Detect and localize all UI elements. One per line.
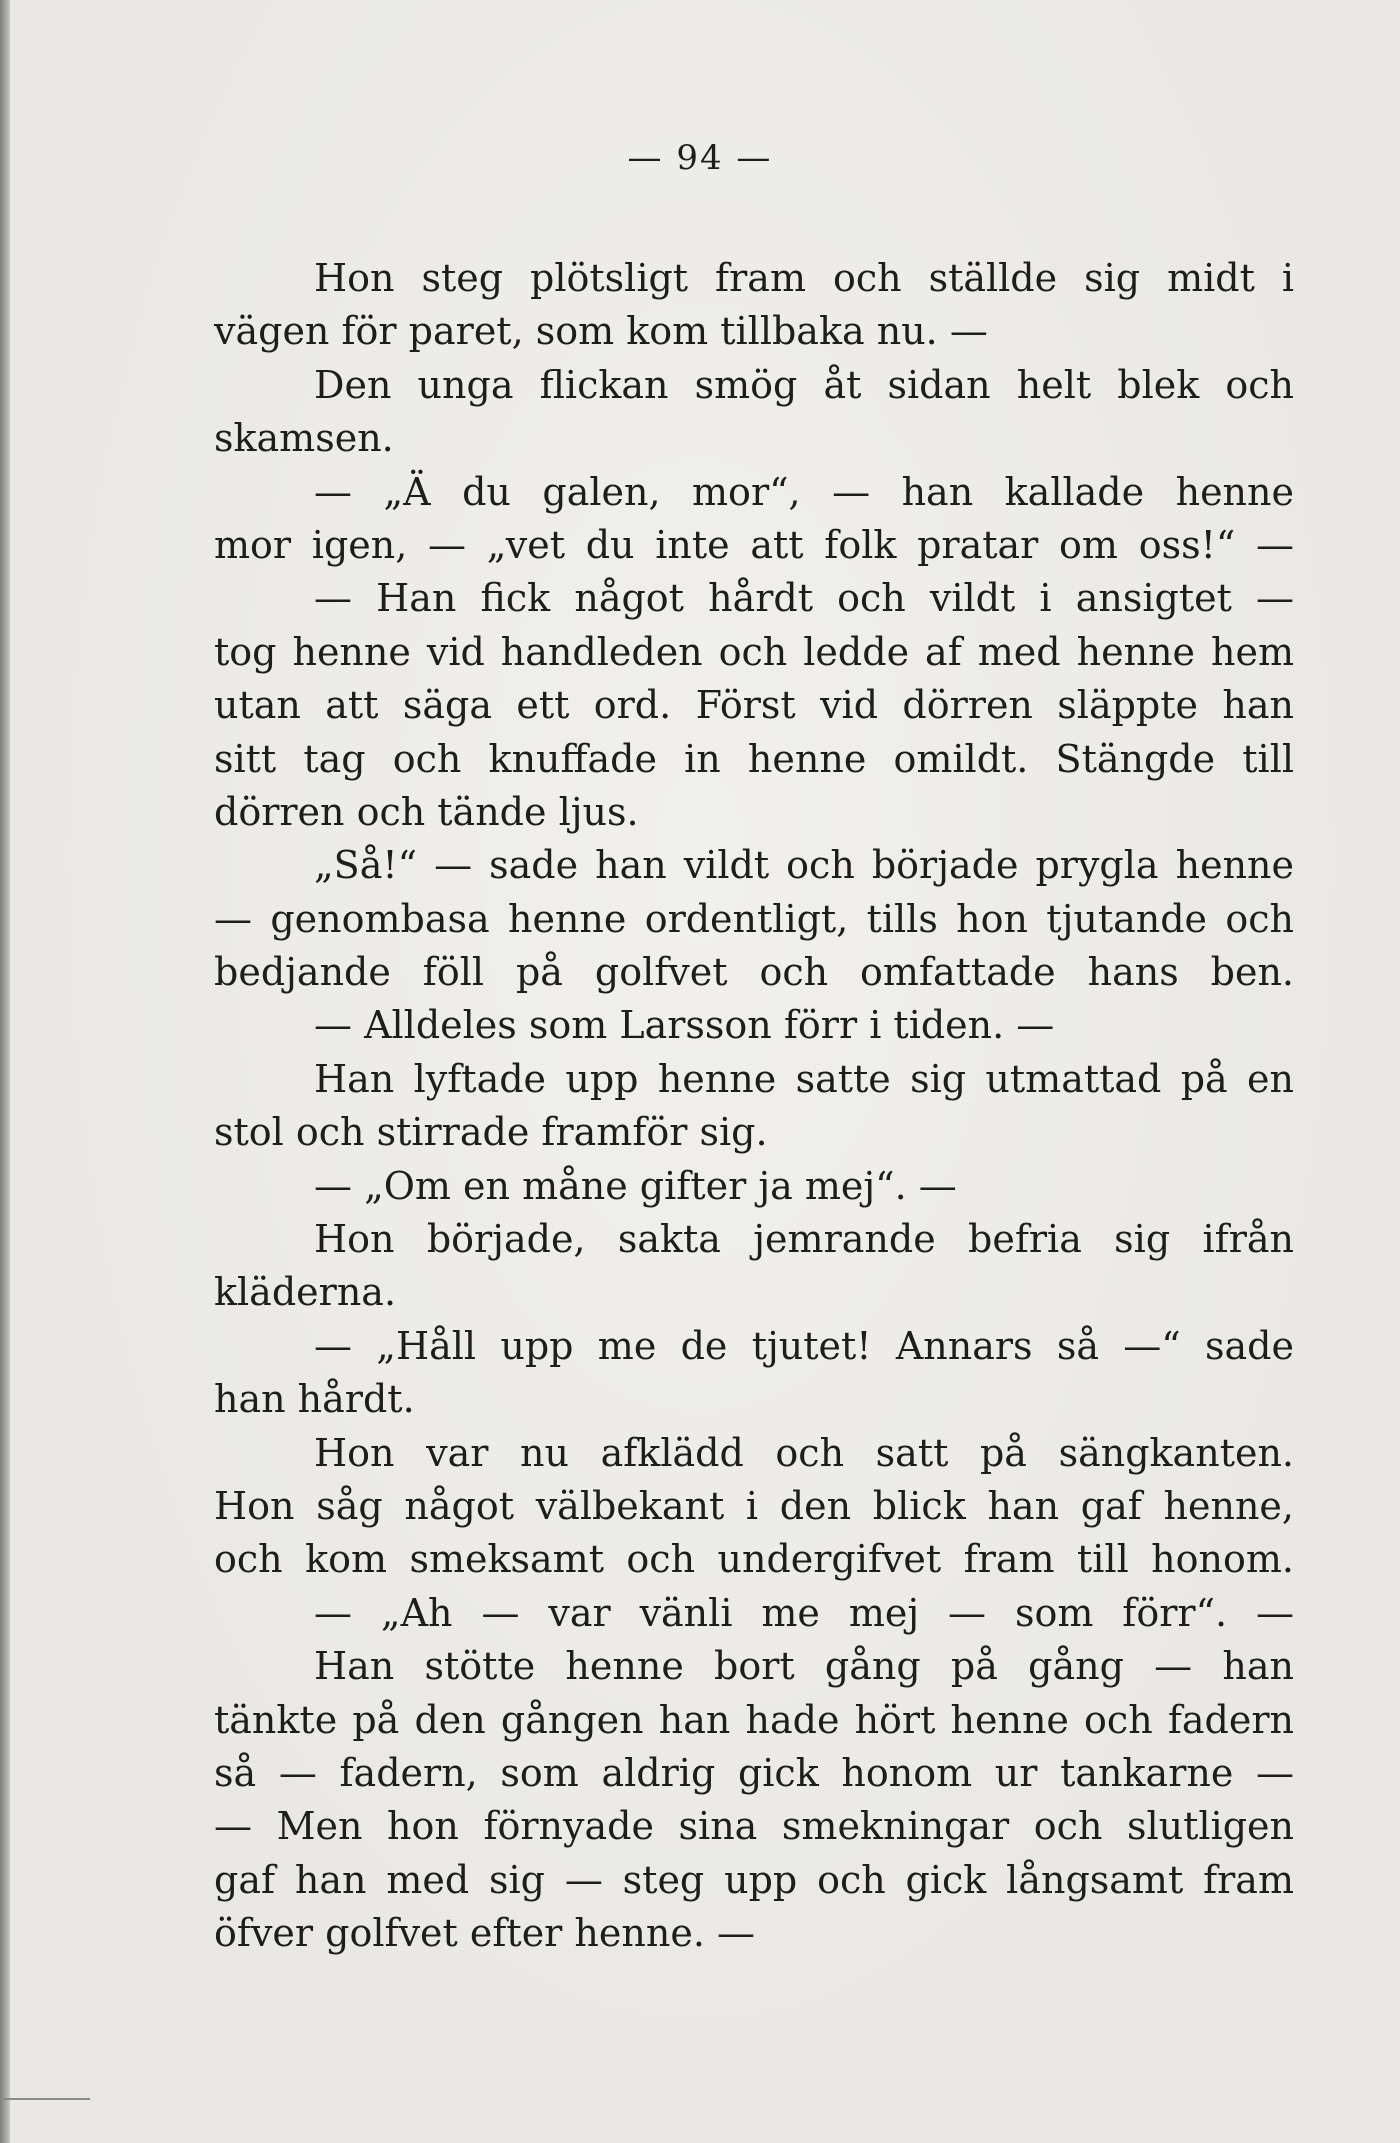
text-line: bedjande föll på golfvet och omfattade hans ben.: [214, 950, 1294, 995]
text-line: utan att säga ett ord. Först vid dörren släppte han: [214, 683, 1294, 728]
text-line: så — fadern, som aldrig gick honom ur tankarne —: [214, 1750, 1294, 1795]
text-line: Hon började, sakta jemrande befria sig ifrån: [314, 1217, 1294, 1262]
text-line: — genombasa henne ordentligt, tills hon tjutande och: [214, 896, 1294, 941]
text-line: stol och stirrade framför sig.: [214, 1110, 768, 1155]
text-line: vägen för paret, som kom tillbaka nu. —: [214, 309, 988, 354]
page-binding-edge: [0, 0, 10, 2143]
text-line: Hon steg plötsligt fram och ställde sig midt i: [314, 256, 1294, 300]
text-line: — Men hon förnyade sina smekningar och slutligen: [214, 1804, 1294, 1849]
text-line: och kom smeksamt och undergifvet fram till honom.: [214, 1537, 1294, 1582]
text-line: han hårdt.: [214, 1377, 415, 1422]
text-line: Han lyftade upp henne satte sig utmattad på en: [314, 1056, 1294, 1101]
text-line: sitt tag och knuffade in henne omildt. Stängde till: [214, 736, 1294, 781]
body-text: [214, 252, 1294, 1961]
text-line: „Så!“ — sade han vildt och började prygla henne: [314, 843, 1294, 888]
text-line: — „Ä du galen, mor“, — han kallade henne: [314, 469, 1294, 514]
text-line: kläderna.: [214, 1270, 397, 1315]
text-line: — „Om en måne gifter ja mej“. —: [314, 1163, 957, 1208]
text-line: — „Håll upp me de tjutet! Annars så —“ sade: [314, 1323, 1294, 1368]
scan-corner-mark: [0, 2098, 90, 2100]
text-line: öfver golfvet efter henne. —: [214, 1911, 755, 1956]
text-line: skamsen.: [214, 416, 394, 461]
text-line: Han stötte henne bort gång på gång — han: [314, 1644, 1294, 1689]
text-line: tänkte på den gången han hade hört henne och fadern: [214, 1697, 1294, 1742]
text-line: — Alldeles som Larsson förr i tiden. —: [314, 1003, 1055, 1048]
text-line: Den unga flickan smög åt sidan helt blek och: [314, 362, 1294, 407]
text-line: — „Ah — var vänli me mej — som förr“. —: [314, 1590, 1294, 1635]
text-line: Hon såg något välbekant i den blick han gaf henne,: [214, 1483, 1294, 1528]
text-line: tog henne vid handleden och ledde af med henne hem: [214, 629, 1294, 674]
text-line: Hon var nu afklädd och satt på sängkanten.: [314, 1430, 1294, 1475]
page-number: — 94 —: [627, 138, 773, 178]
text-line: dörren och tände ljus.: [214, 789, 639, 834]
text-line: mor igen, — „vet du inte att folk pratar om oss!“ —: [214, 522, 1294, 567]
text-line: gaf han med sig — steg upp och gick långsamt fram: [214, 1857, 1294, 1902]
text-line: — Han fick något hårdt och vildt i ansigtet —: [314, 576, 1294, 621]
